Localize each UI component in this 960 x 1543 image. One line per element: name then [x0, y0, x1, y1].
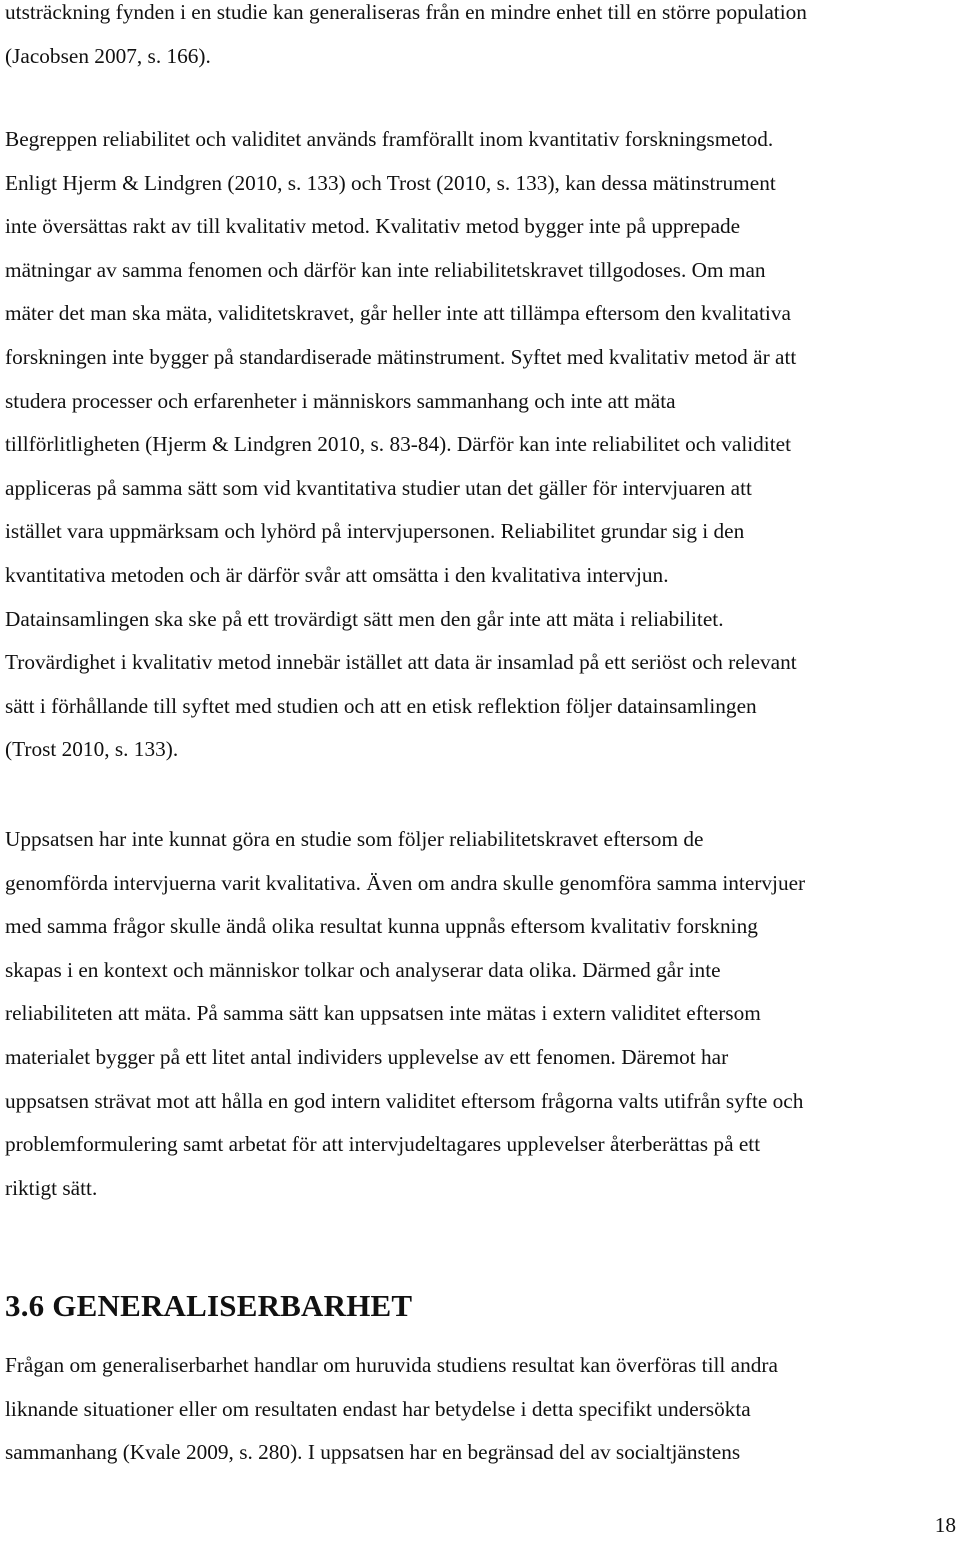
text-line: istället vara uppmärksam och lyhörd på intervjupersonen. Reliabilitet grundar sig i den — [5, 519, 745, 544]
text-line: sätt i förhållande till syftet med studien och att en etisk reflektion följer datainsamlingen — [5, 693, 757, 718]
text-line: Enligt Hjerm & Lindgren (2010, s. 133) och Trost (2010, s. 133), kan dessa mätinstrument — [5, 170, 776, 195]
text-line: studera processer och erfarenheter i människors sammanhang och inte att mäta — [5, 388, 676, 413]
paragraph-1 — [5, 0, 957, 78]
text-line: (Jacobsen 2007, s. 166). — [5, 43, 211, 68]
text-line: (Trost 2010, s. 133). — [5, 737, 179, 762]
text-line: riktigt sätt. — [5, 1175, 98, 1200]
text-line: liknande situationer eller om resultaten endast har betydelse i detta specifikt undersökta — [5, 1396, 751, 1421]
text-line: kvantitativa metoden och är därför svår att omsätta i den kvalitativa intervjun. — [5, 562, 669, 587]
text-line: skapas i en kontext och människor tolkar och analyserar data olika. Därmed går inte — [5, 957, 721, 982]
text-line: materialet bygger på ett litet antal individers upplevelse av ett fenomen. Däremot har — [5, 1044, 729, 1069]
text-line: Datainsamlingen ska ske på ett trovärdigt sätt men den går inte att mäta i reliabilitet. — [5, 606, 724, 631]
text-line: Frågan om generaliserbarhet handlar om huruvida studiens resultat kan överföras till andra — [5, 1353, 778, 1377]
text-line: reliabiliteten att mäta. På samma sätt kan uppsatsen inte mätas i extern validitet eftersom — [5, 1001, 761, 1026]
page-number: 18 — [934, 1513, 956, 1537]
text-line: mätningar av samma fenomen och därför kan inte reliabilitetskravet tillgodoses. Om man — [5, 257, 766, 282]
text-line: inte översättas rakt av till kvalitativ metod. Kvalitativ metod bygger inte på upprepade — [5, 214, 741, 239]
paragraph-4 — [5, 1344, 957, 1475]
text-line: mäter det man ska mäta, validitetskravet, går heller inte att tillämpa eftersom den kvalitativa — [5, 301, 791, 326]
text-line: med samma frågor skulle ändå olika resultat kunna uppnås eftersom kvalitativ forskning — [5, 914, 758, 939]
text-line: appliceras på samma sätt som vid kvantitativa studier utan det gäller för intervjuaren att — [5, 475, 752, 500]
text-line: uppsatsen strävat mot att hålla en god intern validitet eftersom frågorna valts utifrån syfte och — [5, 1088, 804, 1113]
text-line: forskningen inte bygger på standardiserade mätinstrument. Syftet med kvalitativ metod är att — [5, 344, 797, 369]
text-line: utsträckning fynden i en studie kan generaliseras från en mindre enhet till en större population — [5, 0, 807, 24]
text-line: genomförda intervjuerna varit kvalitativa. Även om andra skulle genomföra samma intervjuer — [5, 870, 806, 895]
text-line: Trovärdighet i kvalitativ metod innebär istället att data är insamlad på ett seriöst och relevant — [5, 650, 797, 675]
text-line: tillförlitligheten (Hjerm & Lindgren 2010, s. 83-84). Därför kan inte reliabilitet och validitet — [5, 432, 791, 457]
text-line: sammanhang (Kvale 2009, s. 280). I uppsatsen har en begränsad del av socialtjänstens — [5, 1440, 741, 1465]
text-line: Begreppen reliabilitet och validitet används framförallt inom kvantitativ forskningsmetod. — [5, 127, 774, 151]
paragraph-2 — [5, 118, 957, 772]
section-heading: 3.6 GENERALISERBARHET — [5, 1288, 413, 1323]
paragraph-3 — [5, 818, 957, 1210]
text-line: Uppsatsen har inte kunnat göra en studie som följer reliabilitetskravet eftersom de — [5, 827, 704, 851]
text-line: problemformulering samt arbetat för att intervjudeltagares upplevelser återberättas på ett — [5, 1132, 761, 1157]
